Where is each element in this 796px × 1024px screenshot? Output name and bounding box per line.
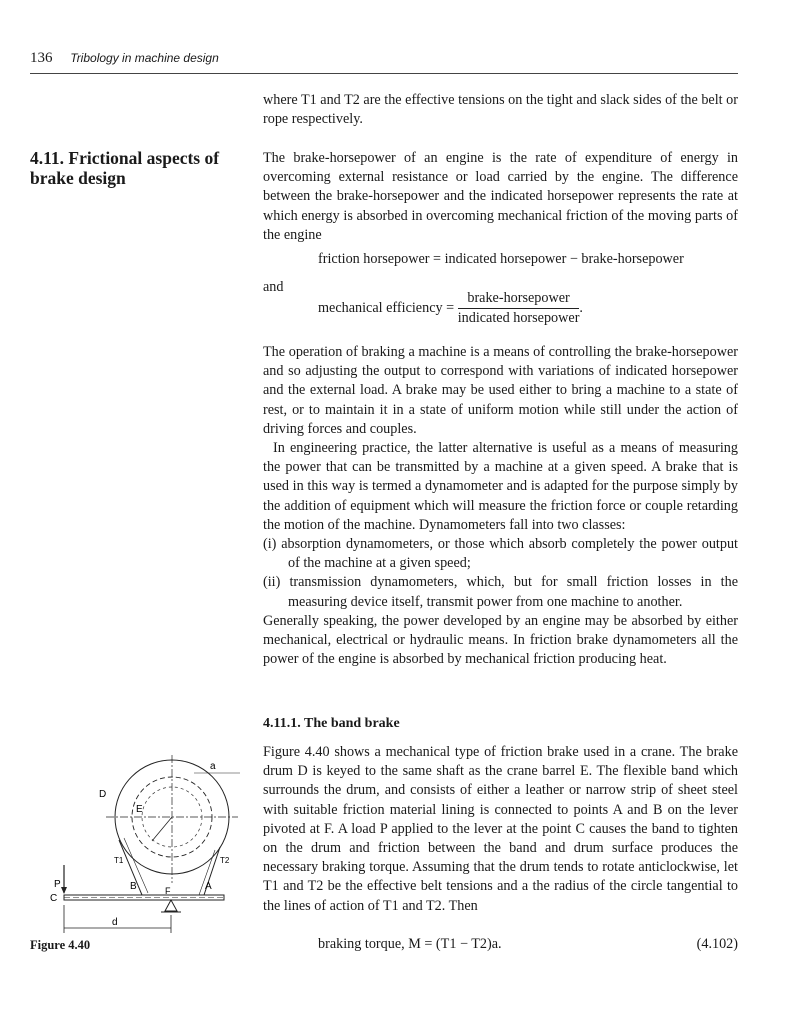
figure-caption: Figure 4.40 bbox=[30, 938, 91, 952]
label-P: P bbox=[54, 879, 61, 890]
band-brake-figure bbox=[44, 755, 254, 935]
radius-a-line bbox=[152, 817, 172, 841]
eq2-end: . bbox=[579, 299, 583, 316]
friction-horsepower-equation: friction horsepower = indicated horsepower − brake-horsepower bbox=[318, 251, 684, 267]
section-body bbox=[263, 343, 738, 669]
label-T1: T1 bbox=[114, 856, 124, 865]
subsection-para: Figure 4.40 shows a mechanical type of friction brake used in a crane. The brake drum D is keyed to the same shaft as the crane barrel E. The flexible band which surrounds the drum, and consists of either a leather or narrow strip of sheet steel with suitable friction material lining is connected to points A and B on the lever pivoted at F. A load P applied to the lever at the point C causes the band to tighten on the drum and friction between the band and drum surface produces the necessary braking torque. Assuming that the drum tends to rotate anticlockwise, let T1 and T2 be the effective belt tensions and a the radius of the circle tangential to the lines of action of T1 and T2. Then bbox=[263, 744, 738, 914]
label-d: d bbox=[112, 917, 118, 928]
running-title: Tribology in machine design bbox=[70, 51, 219, 65]
section-para-1: The brake-horsepower of an engine is the rate of expenditure of energy in overcoming external resistance or load carried by the engine. The difference between the brake-horsepower and the indicated horsepower represents the rate at which energy is absorbed in overcoming mechanical friction of the moving parts of the engine bbox=[263, 150, 738, 243]
page-number: 136 bbox=[30, 50, 53, 66]
label-F: F bbox=[165, 886, 171, 896]
eq2-denominator: indicated horsepower bbox=[457, 310, 580, 326]
list-item-1: (i) absorption dynamometers, or those which absorb completely the power output of the machine at a given speed; bbox=[263, 536, 738, 572]
label-B: B bbox=[130, 881, 137, 892]
mechanical-efficiency-equation bbox=[318, 290, 583, 327]
label-A: A bbox=[205, 881, 212, 892]
eq2-numerator: brake-horsepower bbox=[458, 290, 580, 309]
list-item-2: (ii) transmission dynamometers, which, but for small friction losses in the measuring device itself, transmit power from one machine to another. bbox=[263, 574, 738, 610]
pivot-f bbox=[165, 900, 177, 911]
equation-number: (4.102) bbox=[696, 936, 738, 952]
subsection-heading: 4.11.1. The band brake bbox=[263, 716, 400, 731]
label-C: C bbox=[50, 893, 58, 904]
page-header bbox=[30, 50, 219, 67]
braking-torque-equation: braking torque, M = (T1 − T2)a. bbox=[318, 936, 502, 952]
header-rule bbox=[30, 73, 738, 74]
label-a: a bbox=[210, 761, 216, 772]
and-word: and bbox=[263, 279, 284, 295]
section-para-4: Generally speaking, the power developed by an engine may be absorbed by either mechanical, electrical or hydraulic means. In friction brake dynamometers all the power of the engine is absorbed by mechanical friction producing heat. bbox=[263, 612, 738, 668]
intro-text: where T1 and T2 are the effective tensions on the tight and slack sides of the belt or rope respectively. bbox=[263, 92, 738, 128]
section-para-2: The operation of braking a machine is a means of controlling the brake-horsepower and so adjusting the output to correspond with variations of indicated horsepower and the external load. A brake may be used either to bring a machine to a state of rest, or to maintain it in a state of uniform motion while still under the action of driving forces and couples. bbox=[263, 344, 738, 437]
section-heading: 4.11. Frictional aspects of brake design bbox=[30, 148, 220, 188]
eq2-lhs: mechanical efficiency = bbox=[318, 299, 455, 316]
eq2-fraction bbox=[458, 290, 580, 327]
label-E: E bbox=[136, 804, 143, 815]
label-T2: T2 bbox=[220, 856, 230, 865]
load-p-arrowhead bbox=[61, 887, 67, 894]
label-D: D bbox=[99, 789, 107, 800]
section-para-3: In engineering practice, the latter alternative is useful as a means of measuring the power that can be transmitted by a machine at a given speed. A brake that is used in this way is termed a dynamometer and is adapted for the purpose simply by the addition of equipment which will measure the friction force or couple retarding the motion of the machine. Dynamometers fall into two classes: bbox=[263, 440, 738, 533]
